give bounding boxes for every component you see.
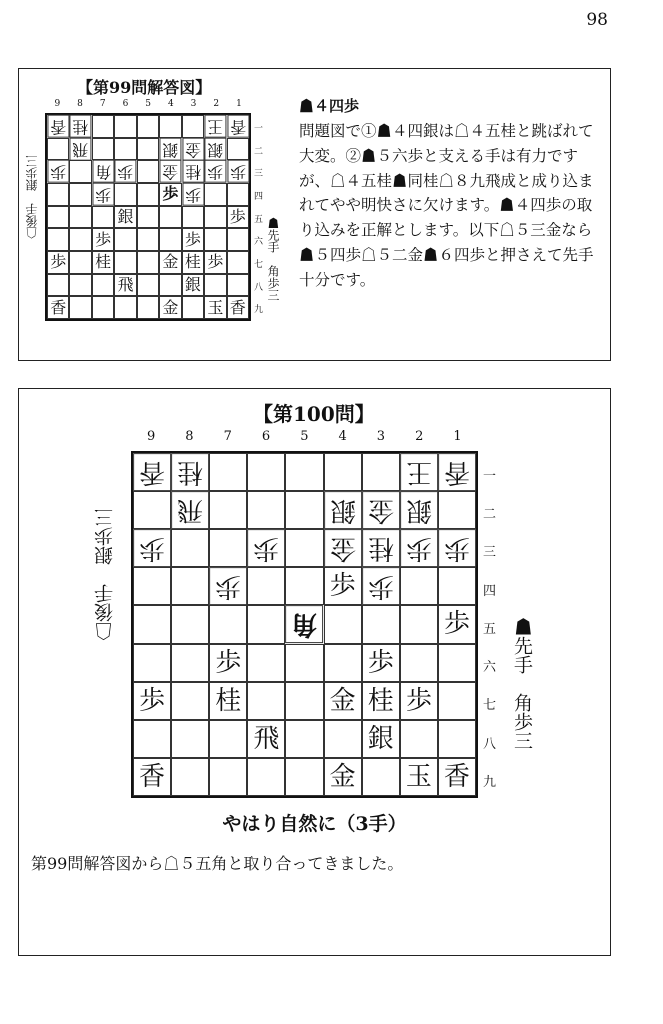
problem-100-commentary: 第99問解答図から☖５五角と取り合ってきました。 xyxy=(31,854,404,873)
rank-label: 九 xyxy=(483,775,497,791)
board-square: 金 xyxy=(159,160,181,183)
rank-label: 六 xyxy=(254,237,264,248)
board-square: 飛 xyxy=(171,491,209,529)
board-square: 金 xyxy=(182,138,204,161)
board-square xyxy=(362,758,400,796)
board-square xyxy=(69,296,91,319)
board-square xyxy=(438,491,476,529)
board-square xyxy=(227,251,249,274)
board-square: 歩 xyxy=(92,228,114,251)
board-square: 金 xyxy=(324,682,362,720)
file-label: 1 xyxy=(236,99,242,109)
board-square: 香 xyxy=(133,758,171,796)
board-square xyxy=(285,491,323,529)
file-label: 9 xyxy=(54,99,61,109)
board-square xyxy=(400,720,438,758)
board-square xyxy=(209,758,247,796)
rank-label: 八 xyxy=(483,736,497,752)
board-square: 桂 xyxy=(171,453,209,491)
board-square: 王 xyxy=(204,115,226,138)
board-square: 角 xyxy=(92,160,114,183)
board-square xyxy=(227,228,249,251)
board-square xyxy=(92,206,114,229)
board-square xyxy=(182,296,204,319)
board-square xyxy=(69,206,91,229)
board-square xyxy=(204,228,226,251)
board-square xyxy=(209,453,247,491)
board-square xyxy=(182,206,204,229)
board-square: 香 xyxy=(133,453,171,491)
board-square: 銀 xyxy=(204,138,226,161)
sente-hand-99: 角歩三 xyxy=(266,265,280,301)
board-square: 歩 xyxy=(47,160,69,183)
board-square xyxy=(247,453,285,491)
board-square xyxy=(92,115,114,138)
board-square xyxy=(227,138,249,161)
board-square xyxy=(324,720,362,758)
board-square xyxy=(47,206,69,229)
board-square xyxy=(47,138,69,161)
file-label: 4 xyxy=(338,429,347,444)
board-square xyxy=(209,605,247,643)
board-square xyxy=(400,567,438,605)
board-square: 香 xyxy=(438,758,476,796)
board-square: 歩 xyxy=(204,251,226,274)
board-square: 玉 xyxy=(204,296,226,319)
board-square xyxy=(92,274,114,297)
board-square: 香 xyxy=(47,115,69,138)
board-square: 歩 xyxy=(182,183,204,206)
board-square xyxy=(137,138,159,161)
gote-area-99 xyxy=(23,119,40,239)
board-square xyxy=(209,529,247,567)
board-square: 玉 xyxy=(400,758,438,796)
board-square: 銀 xyxy=(159,138,181,161)
board-square xyxy=(438,567,476,605)
board-square xyxy=(47,183,69,206)
rank-label: 三 xyxy=(483,545,497,561)
board-square xyxy=(324,644,362,682)
gote-hand-100: 銀歩三 xyxy=(94,508,116,565)
board-square: 香 xyxy=(227,115,249,138)
board-square xyxy=(247,605,285,643)
board-square: 歩 xyxy=(400,682,438,720)
board-square xyxy=(69,251,91,274)
problem-99-answer-panel xyxy=(18,68,611,361)
file-label: 8 xyxy=(77,99,83,109)
board-square: 歩 xyxy=(114,160,136,183)
board-square: 歩 xyxy=(204,160,226,183)
rank-label: 五 xyxy=(254,214,264,225)
rank-label: 六 xyxy=(483,660,497,676)
board-square xyxy=(171,644,209,682)
rank-label: 二 xyxy=(254,146,264,157)
board-square xyxy=(209,491,247,529)
board-square xyxy=(285,720,323,758)
sente-area-100 xyxy=(509,617,536,817)
board-square: 銀 xyxy=(400,491,438,529)
board-square: 桂 xyxy=(92,251,114,274)
sente-hand-100: 角歩三 xyxy=(511,693,533,750)
board-square xyxy=(324,453,362,491)
board-square xyxy=(137,183,159,206)
gote-hand-99: 銀歩三 xyxy=(25,155,39,191)
board-square: 金 xyxy=(159,296,181,319)
board-square xyxy=(285,644,323,682)
board-square: 銀 xyxy=(182,274,204,297)
rank-label: 三 xyxy=(254,169,264,180)
board-square: 歩 xyxy=(400,529,438,567)
board-square xyxy=(285,567,323,605)
file-label: 8 xyxy=(185,429,194,444)
board-square xyxy=(159,115,181,138)
board-square xyxy=(114,296,136,319)
board-square xyxy=(137,115,159,138)
board-square xyxy=(92,296,114,319)
answer-explanation: 問題図で①☗４四銀は☖４五桂と跳ばれて大変。②☗５六歩と支える手は有力ですが、☖４五桂☗同桂☖８九飛成と成り込まれてやや明快さに欠けます。☗４四歩の取り込みを正解とします。以下☖５三金なら☗５四歩☖５二金☗６四歩と押さえて先手十分です。 xyxy=(299,122,594,289)
board-square: 桂 xyxy=(69,115,91,138)
file-label: 3 xyxy=(190,99,197,109)
board-square xyxy=(171,758,209,796)
board-square: 歩 xyxy=(133,682,171,720)
answer-move-heading: ☗４四歩 xyxy=(299,97,360,115)
board-square xyxy=(438,720,476,758)
board-square xyxy=(285,758,323,796)
board-square: 歩 xyxy=(362,644,400,682)
board-square xyxy=(137,160,159,183)
board-square xyxy=(137,228,159,251)
board-square xyxy=(137,274,159,297)
rank-label: 八 xyxy=(254,282,264,293)
board-square xyxy=(92,138,114,161)
problem-99-title: 【第99問解答図】 xyxy=(77,78,212,97)
board-square: 歩 xyxy=(362,567,400,605)
sente-area-99 xyxy=(265,217,282,337)
rank-label: 七 xyxy=(483,698,497,714)
file-label: 2 xyxy=(213,99,220,109)
board-square xyxy=(114,115,136,138)
board-square: 歩 xyxy=(227,206,249,229)
board-square xyxy=(159,206,181,229)
board-square: 飛 xyxy=(114,274,136,297)
gote-area-100 xyxy=(91,451,118,641)
rank-label: 二 xyxy=(483,506,497,522)
board-square xyxy=(324,605,362,643)
board-square xyxy=(114,228,136,251)
file-label: 6 xyxy=(261,429,271,444)
gote-label-99: ☖後手 xyxy=(25,203,39,239)
board-square xyxy=(137,296,159,319)
board-square: 金 xyxy=(159,251,181,274)
board-square xyxy=(362,453,400,491)
board-square xyxy=(171,567,209,605)
board-square: 桂 xyxy=(182,160,204,183)
board-square xyxy=(247,758,285,796)
board-square: 角 xyxy=(285,605,323,643)
board-square xyxy=(133,720,171,758)
board-square xyxy=(159,228,181,251)
board-square: 歩 xyxy=(247,529,285,567)
file-label: 7 xyxy=(99,99,106,109)
shogi-board-100 xyxy=(131,451,478,798)
rank-label: 九 xyxy=(254,305,264,316)
board-square xyxy=(247,644,285,682)
rank-label: 四 xyxy=(483,583,497,599)
board-square xyxy=(137,206,159,229)
board-square xyxy=(285,682,323,720)
board-square xyxy=(69,228,91,251)
board-square xyxy=(285,529,323,567)
board-square: 銀 xyxy=(362,720,400,758)
page-number: 98 xyxy=(586,10,608,30)
file-label: 3 xyxy=(376,429,386,444)
board-square: 飛 xyxy=(247,720,285,758)
board-square: 桂 xyxy=(362,529,400,567)
board-square xyxy=(204,183,226,206)
problem-100-title: 【第100問】 xyxy=(253,402,375,426)
board-square xyxy=(133,644,171,682)
gote-label-100: ☖後手 xyxy=(94,584,116,641)
shogi-board-99 xyxy=(45,113,251,321)
file-label: 1 xyxy=(453,429,462,444)
board-square: 歩 xyxy=(133,529,171,567)
board-square: 銀 xyxy=(324,491,362,529)
rank-label: 七 xyxy=(254,260,264,271)
board-square xyxy=(400,644,438,682)
board-square xyxy=(227,274,249,297)
board-square xyxy=(114,183,136,206)
sente-label-100: ☗先手 xyxy=(511,617,533,674)
board-square: 銀 xyxy=(114,206,136,229)
file-label: 9 xyxy=(147,429,156,444)
board-square: 歩 xyxy=(438,529,476,567)
board-square xyxy=(47,274,69,297)
file-label: 7 xyxy=(223,429,232,444)
board-square: 歩 xyxy=(209,644,247,682)
board-square: 歩 xyxy=(47,251,69,274)
file-label: 5 xyxy=(300,429,309,444)
board-square: 歩 xyxy=(438,605,476,643)
board-square xyxy=(400,605,438,643)
board-square: 歩 xyxy=(209,567,247,605)
board-square xyxy=(171,682,209,720)
board-square xyxy=(133,567,171,605)
board-square: 香 xyxy=(438,453,476,491)
file-label: 6 xyxy=(122,99,129,109)
board-square xyxy=(438,644,476,682)
board-square xyxy=(247,491,285,529)
board-square: 香 xyxy=(47,296,69,319)
rank-label: 一 xyxy=(483,468,497,484)
board-square xyxy=(171,529,209,567)
problem-100-caption: やはり自然に（3手） xyxy=(222,813,407,835)
board-square: 金 xyxy=(362,491,400,529)
sente-label-99: ☗先手 xyxy=(266,217,280,253)
board-square xyxy=(133,491,171,529)
board-square xyxy=(438,682,476,720)
board-square xyxy=(114,138,136,161)
board-square: 王 xyxy=(400,453,438,491)
file-label: 4 xyxy=(167,99,174,109)
board-square xyxy=(114,251,136,274)
board-square: 飛 xyxy=(69,138,91,161)
board-square: 桂 xyxy=(362,682,400,720)
board-square xyxy=(69,274,91,297)
board-square xyxy=(69,160,91,183)
board-square: 歩 xyxy=(159,183,181,206)
board-square xyxy=(247,682,285,720)
board-square: 金 xyxy=(324,758,362,796)
board-square xyxy=(285,453,323,491)
file-label: 2 xyxy=(415,429,424,444)
board-square xyxy=(209,720,247,758)
board-square: 歩 xyxy=(182,228,204,251)
rank-label: 四 xyxy=(254,191,264,202)
board-square: 歩 xyxy=(324,567,362,605)
board-square: 歩 xyxy=(92,183,114,206)
board-square: 歩 xyxy=(227,160,249,183)
board-square: 香 xyxy=(227,296,249,319)
board-square xyxy=(47,228,69,251)
problem-99-commentary xyxy=(299,97,597,293)
board-square xyxy=(204,206,226,229)
problem-100-panel xyxy=(18,388,611,956)
board-square: 金 xyxy=(324,529,362,567)
board-square xyxy=(133,605,171,643)
board-square xyxy=(362,605,400,643)
rank-label: 一 xyxy=(254,123,264,134)
board-square xyxy=(159,274,181,297)
board-square xyxy=(204,274,226,297)
board-square xyxy=(171,605,209,643)
file-label: 5 xyxy=(145,99,151,109)
rank-label: 五 xyxy=(483,621,497,637)
board-square xyxy=(247,567,285,605)
board-square: 桂 xyxy=(209,682,247,720)
board-square: 桂 xyxy=(182,251,204,274)
board-square xyxy=(227,183,249,206)
board-square xyxy=(69,183,91,206)
board-square xyxy=(182,115,204,138)
board-square xyxy=(171,720,209,758)
board-square xyxy=(137,251,159,274)
